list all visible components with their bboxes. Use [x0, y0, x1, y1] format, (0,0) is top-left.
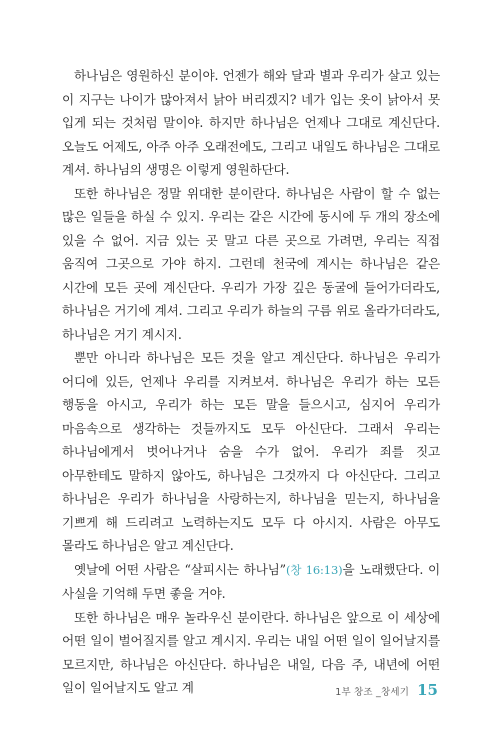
page-footer	[335, 681, 438, 699]
paragraph-all-knowing: 뿐만 아니라 하나님은 모든 것을 알고 계신단다. 하나님은 우리가 어디에 있든, 언제나 우리를 지켜보셔. 하나님은 우리가 하는 모든 행동을 아시고, 우리가 하는 모든 말을 들으시고, 심지어 우리가 마음속으로 생각하는 것들까지도 모두 아신단다. 그래서 우리는 하나님에게서 벗어나거나 숨을 수가 없어. 우리가 죄를 짓고 아무한테도 말하지 않아도, 하나님은 그것까지 다 아신단다. 그리고 하나님은 우리가 하나님을 사랑하는지, 하나님을 믿는지, 하나님을 기쁘게 해 드리려고 노력하는지도 모두 다 아시지. 사람은 아무도 몰라도 하나님은 알고 계신단다.	[62, 350, 440, 553]
paragraph-amazing: 또한 하나님은 매우 놀라우신 분이란다. 하나님은 앞으로 이 세상에 어떤 일이 벌어질지를 알고 계시지. 우리는 내일 어떤 일이 일어날지를 모르지만, 하나님은 아신단다. 하나님은 내일, 다음 주, 내년에 어떤 일이 일어날지도 알고 계	[62, 609, 440, 695]
running-title: 1부 창조 _창세기	[335, 687, 410, 698]
paragraph-great: 또한 하나님은 정말 위대한 분이란다. 하나님은 사람이 할 수 없는 많은 일들을 하실 수 있지. 우리는 같은 시간에 동시에 두 개의 장소에 있을 수 없어. 지금 있는 곳 말고 다른 곳으로 가려면, 우리는 직접 움직여 그곳으로 가야 하지. 그런데 천국에 계시는 하나님은 같은 시간에 모든 곳에 계신단다. 우리가 가장 깊은 동굴에 들어가더라도, 하나님은 거기에 계셔. 그리고 우리가 하늘의 구름 위로 올라가더라도, 하나님은 거기 계시지.	[62, 185, 440, 342]
body-text	[62, 64, 440, 700]
page-number: 15	[417, 681, 438, 699]
paragraph-watching-god-before: 옛날에 어떤 사람은 “살피시는 하나님”	[74, 561, 286, 577]
scripture-reference: (창 16:13)	[285, 562, 343, 577]
paragraph-watching-god-after: 을 노래했단다. 이 사실을 기억해 두면 좋을 거야.	[62, 561, 440, 601]
paragraph-eternal: 하나님은 영원하신 분이야. 언젠가 해와 달과 별과 우리가 살고 있는 이 지구는 나이가 많아져서 낡아 버리겠지? 네가 입는 옷이 낡아서 못 입게 되는 것처럼 말이야. 하지만 하나님은 언제나 그대로 계신단다. 오늘도 어제도, 아주 아주 오래전에도, 그리고 내일도 하나님은 그대로 계셔. 하나님의 생명은 이렇게 영원하단다.	[62, 68, 440, 177]
paragraph-watching-god	[62, 558, 440, 606]
